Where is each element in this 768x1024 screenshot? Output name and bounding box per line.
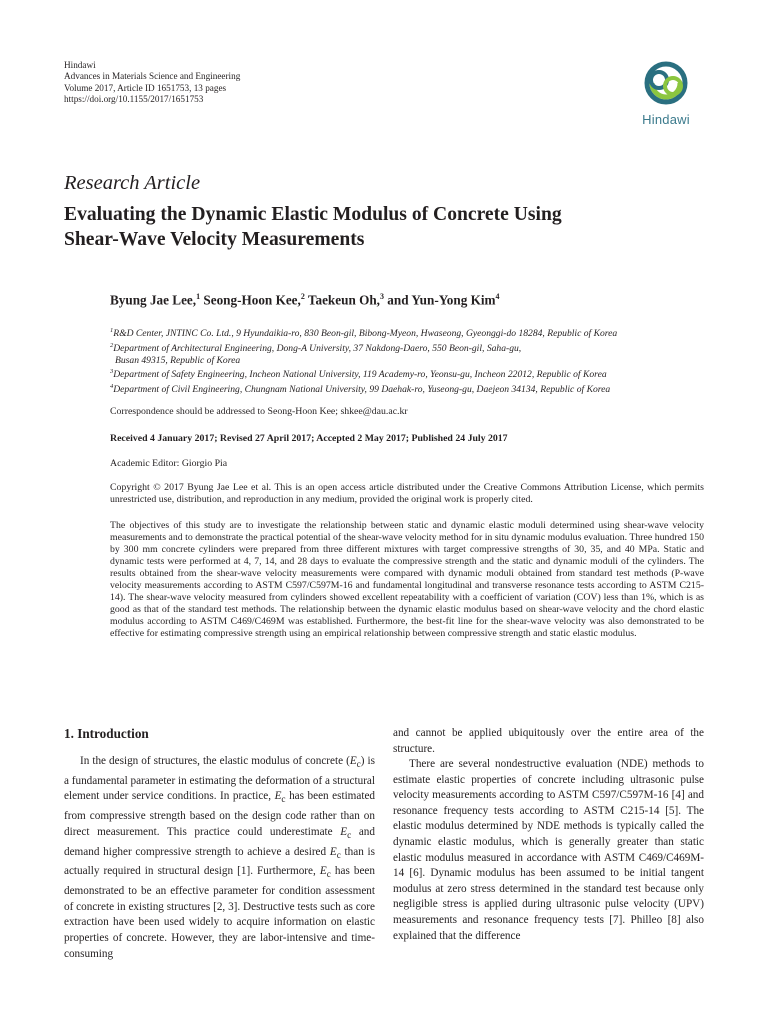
correspondence: Correspondence should be addressed to Seong-Hoon Kee; shkee@dau.ac.kr [110, 406, 408, 417]
affil-sup: 2 [110, 341, 114, 349]
author-affil-sup: 3 [379, 292, 384, 301]
author-affil-sup: 2 [300, 292, 305, 301]
article-title [64, 202, 704, 252]
symbol-sub: c [326, 870, 331, 881]
publication-dates: Received 4 January 2017; Revised 27 April 2017; Accepted 2 May 2017; Published 24 July 2017 [110, 433, 508, 444]
symbol-E: E [340, 825, 348, 838]
academic-editor: Academic Editor: Giorgio Pia [110, 458, 228, 469]
affil-text: Department of Civil Engineering, Chungnam National University, 99 Daehak-ro, Yuseong-gu, Daejeon 34134, Republic of Korea [113, 384, 611, 396]
author-name: Taekeun Oh, [304, 292, 380, 308]
author-name: Seong-Hoon Kee, [200, 292, 301, 308]
intro-paragraph-1-cont: and cannot be applied ubiquitously over the entire area of the structure. [393, 727, 704, 755]
section-heading: 1. Introduction [64, 726, 149, 741]
affiliation-3 [110, 366, 617, 381]
symbol-sub: c [336, 850, 341, 861]
hindawi-rings-logo-icon [641, 60, 691, 106]
intro-left-column [64, 754, 375, 962]
journal-header [64, 60, 240, 105]
author-name: Byung Jae Lee, [110, 292, 197, 308]
doi-link[interactable]: https://doi.org/10.1155/2017/1651753 [64, 93, 204, 104]
body-text: and demand higher compressive strength to achieve a desired [64, 825, 375, 858]
symbol-E: E [349, 755, 357, 767]
affil-sup: 3 [110, 368, 114, 376]
intro-right-column [393, 726, 704, 944]
symbol-E: E [274, 790, 282, 803]
affil-text: Department of Safety Engineering, Incheon National University, 119 Academy-ro, Yeonsu-gu, Incheon 22012, Republic of Korea [113, 369, 607, 381]
journal-name: Advances in Materials Science and Engineering [64, 71, 241, 82]
symbol-sub: c [347, 831, 352, 842]
abstract: The objectives of this study are to investigate the relationship between static and dynamic elastic moduli determined using shear-wave velocity measurements and to demonstrate the practical potential of the shear-wave velocity method for in situ dynamic modulus evaluation. Three hundred 150 by 300 mm concrete cylinders were prepared from three different mixtures with target compressive strengths of 30, 35, and 40 MPa. Static and dynamic tests were performed at 4, 7, 14, and 28 days to evaluate the compressive strength and the static and dynamic moduli of the cylinders. The results obtained from the shear-wave velocity measurements were compared with dynamic moduli obtained from standard test methods (P-wave velocity measurements according to ASTM C597/C597M-16 and fundamental longitudinal and transverse resonance tests according to ASTM C215-14). The shear-wave velocity measured from cylinders showed excellent repeatability with a coefficient of variation (COV) less than 1%, which is as good as that of the standard test methods. The relationship between the dynamic elastic modulus based on shear-wave velocity and the chord elastic modulus according to ASTM C469/C469M was established. Furthermore, the best-fit line for the shear-wave velocity was also demonstrated to be effective for estimating compressive strength using an empirical relationship between compressive strength and static elastic modulus. [110, 520, 704, 640]
affil-text: Department of Architectural Engineering, Dong-A University, 37 Nakdong-Daero, 550 Beon-gil, Saha-gu, [113, 342, 522, 354]
title-line-2: Shear-Wave Velocity Measurements [64, 229, 365, 250]
author-affil-sup: 1 [196, 292, 201, 301]
affil-sup: 1 [110, 327, 114, 334]
symbol-E: E [329, 845, 337, 858]
body-text: In the design of structures, the elastic modulus of concrete ( [80, 755, 350, 767]
hindawi-logo [634, 60, 698, 132]
symbol-E: E [319, 865, 327, 878]
body-text: has been demonstrated to be an effective parameter for condition assessment of concrete in existing structures [2, 3]. Destructive tests such as core extraction have been used widely to acquire information on elastic properties of concrete. However, they are labor-intensive and time-consuming [64, 865, 375, 960]
author-name: and Yun-Yong Kim [383, 292, 496, 308]
affiliation-4 [110, 381, 617, 396]
affiliation-2 [110, 340, 617, 355]
affil-text: R&D Center, JNTINC Co. Ltd., 9 Hyundaikia-ro, 830 Beon-gil, Bibong-Myeon, Hwaseong, Gyeonggi-do 18284, Republic of Korea [113, 328, 618, 340]
logo-text: Hindawi [642, 112, 690, 127]
intro-paragraph-2: There are several nondestructive evaluation (NDE) methods to estimate elastic properties of concrete including ultrasonic pulse velocity measurements according to ASTM C597/C597M-16 [4] and resonance frequency tests according to ASTM C215-14 [5]. The elastic modulus determined by NDE methods is typically called the dynamic elastic modulus, which is generally greater than static elastic modulus measured in accordance with ASTM C469/C469M-14 [6]. Dynamic modulus has been assumed to be initial tangent modulus at zero stress determined in the standard test because only negligible stress is applied during ultrasonic pulse velocity (UPV) measurements and resonance frequency tests [7]. Philleo [8] also explained that the difference [393, 758, 704, 942]
affiliation-1 [110, 325, 617, 340]
body-text: than is actually required in structural design [1]. Furthermore, [64, 845, 375, 878]
symbol-sub: c [356, 760, 361, 771]
affil-sup: 4 [110, 382, 114, 390]
symbol-sub: c [281, 795, 286, 806]
title-line-1: Evaluating the Dynamic Elastic Modulus of Concrete Using [64, 204, 562, 225]
body-text: has been estimated from compressive strength based on the design code rather than on direct measurement. This practice could underestimate [64, 790, 376, 838]
author-list [110, 292, 500, 308]
affiliation-2-cont: Busan 49315, Republic of Korea [115, 354, 241, 366]
affiliations [110, 325, 617, 396]
body-text: ) is a fundamental parameter in estimating the deformation of a structural element under service conditions. In practice, [64, 755, 376, 803]
author-affil-sup: 4 [495, 292, 500, 301]
publisher-name: Hindawi [64, 60, 96, 70]
article-type: Research Article [64, 172, 201, 194]
volume-info: Volume 2017, Article ID 1651753, 13 pages [64, 82, 227, 93]
copyright-notice: Copyright © 2017 Byung Jae Lee et al. This is an open access article distributed under the Creative Commons Attribution License, which permits unrestricted use, distribution, and reproduction in any medium, provided the original work is properly cited. [110, 482, 704, 506]
intro-paragraph-1 [64, 754, 375, 962]
